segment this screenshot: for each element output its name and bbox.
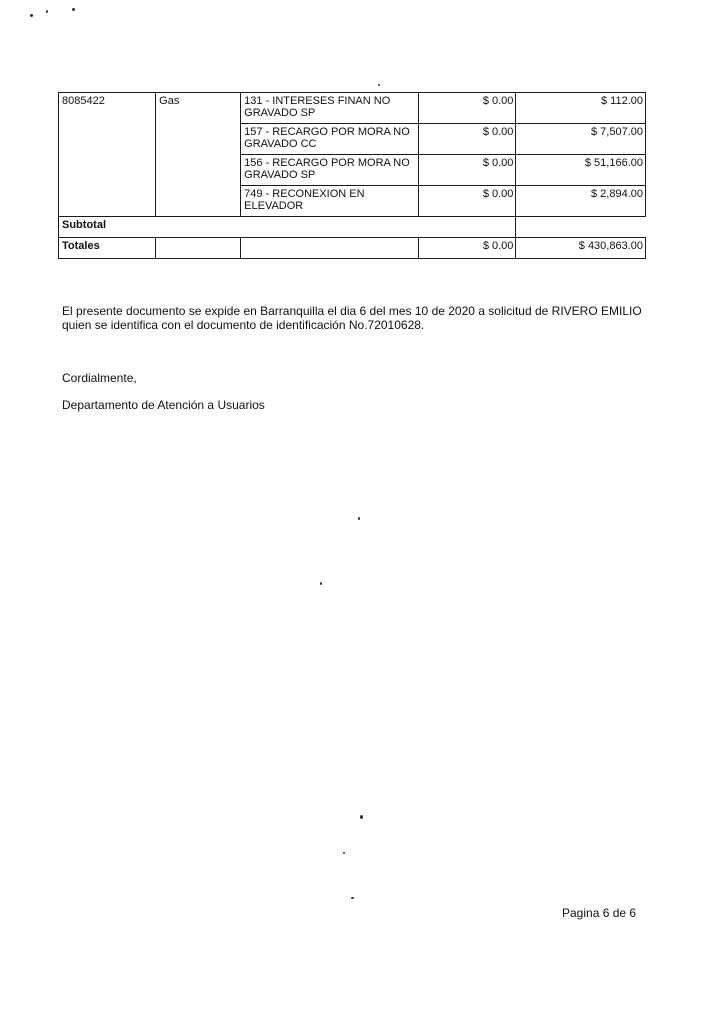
account-number-cell: 8085422 [59,93,156,217]
scan-speck [360,815,363,819]
scan-speck [351,897,354,899]
amount-a-cell: $ 0.00 [419,93,516,124]
amount-b-cell: $ 112.00 [516,93,646,124]
amount-a-cell: $ 0.00 [419,186,516,217]
scan-speck [320,582,322,585]
concept-cell: 157 - RECARGO POR MORA NO GRAVADO CC [241,124,419,155]
concept-cell: 749 - RECONEXION EN ELEVADOR [241,186,419,217]
totals-label: Totales [59,238,156,259]
concept-cell: 131 - INTERESES FINAN NO GRAVADO SP [241,93,419,124]
totals-row [59,238,646,259]
service-type-cell: Gas [156,93,241,217]
scan-speck [358,517,360,520]
table-row [59,93,646,124]
scan-speck [72,8,75,11]
amount-b-cell: $ 7,507.00 [516,124,646,155]
amount-a-cell: $ 0.00 [419,155,516,186]
totals-amount-a: $ 0.00 [419,238,516,259]
scan-speck [343,852,345,854]
subtotal-row [59,217,646,238]
amount-b-cell: $ 51,166.00 [516,155,646,186]
empty-cell [156,238,241,259]
subtotal-label: Subtotal [59,217,516,238]
amount-a-cell: $ 0.00 [419,124,516,155]
page-number: Pagina 6 de 6 [562,906,637,920]
scan-speck [46,10,48,13]
department-signature: Departamento de Atención a Usuarios [62,398,265,412]
concept-cell: 156 - RECARGO POR MORA NO GRAVADO SP [241,155,419,186]
amount-b-cell: $ 2,894.00 [516,186,646,217]
scan-speck [378,84,380,86]
closing-greeting: Cordialmente, [62,371,137,385]
issuance-statement: El presente documento se expide en Barranquilla el dia 6 del mes 10 de 2020 a solicitud de RIVERO EMILIO quien se identifica con el documento de identificación No.72010628. [62,304,642,332]
empty-cell [241,238,419,259]
scan-speck [30,14,33,17]
totals-amount-b: $ 430,863.00 [516,238,646,259]
charges-table [58,92,646,259]
